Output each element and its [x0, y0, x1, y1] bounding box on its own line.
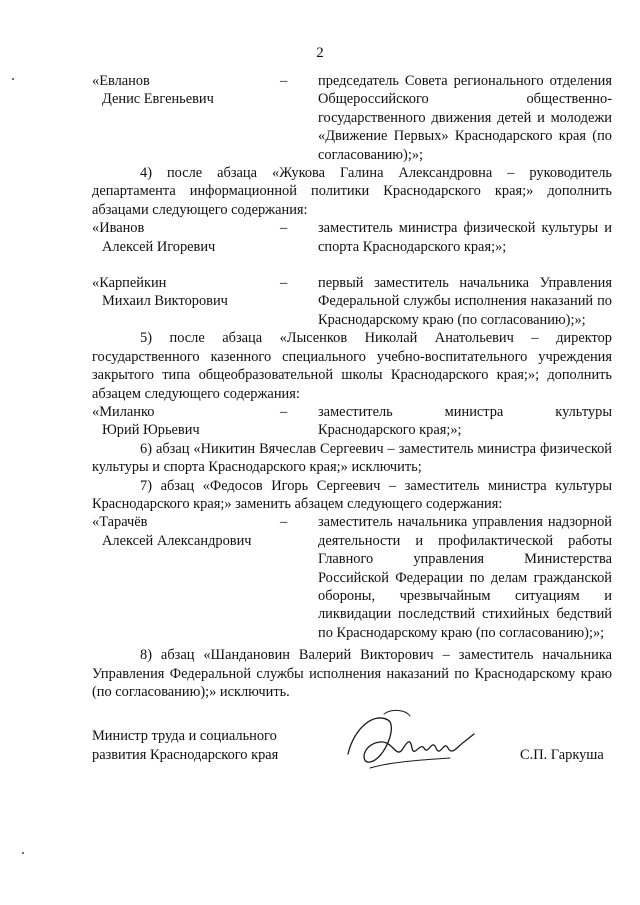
paragraph-7: 7) абзац «Федосов Игорь Сергеевич – заместитель министра культуры Краснодарского края;» заменить абзацем следующего содержания: — [92, 477, 612, 512]
entry-description: заместитель министра культуры Краснодарского края;»; — [318, 403, 612, 439]
document-body — [92, 72, 612, 701]
entry-description: заместитель начальника управления надзорной деятельности и профилактической работы Главного управления Министерства Российской Федерации по делам гражданской обороны, чрезвычайным ситуациям и ликвидации последствий стихийных бедствий по Краснодарскому краю (по согласованию);»; — [318, 514, 612, 641]
entry-surname: «Иванов — [92, 220, 145, 237]
entry-given-names: Михаил Викторович — [102, 293, 228, 310]
scan-speck — [12, 78, 14, 80]
entry-given-names: Юрий Юрьевич — [102, 422, 200, 439]
entry-dash: – — [280, 514, 288, 531]
entry-given-names: Алексей Александрович — [102, 532, 252, 549]
paragraph-8: 8) абзац «Шандановин Валерий Викторович – заместитель начальника Управления Федеральной службы исполнения наказаний по Краснодарскому краю (по согласованию);» исключить. — [92, 647, 612, 700]
paragraph-4: 4) после абзаца «Жукова Галина Александровна – руководитель департамента информационной политики Краснодарского края;» дополнить абзацами следующего содержания: — [92, 165, 612, 218]
entry-name — [92, 219, 280, 256]
signatory-position-line-2: развития Краснодарского края — [92, 747, 279, 763]
entry-surname: «Евланов — [92, 73, 150, 89]
paragraph-5: 5) после абзаца «Лысенков Николай Анатольевич – директор государственного казенного специального учебно-воспитательного учреждения закрытого типа общеобразовательной школы Краснодарского края;»; дополнить абзацем следующего содержания: — [92, 330, 612, 402]
signatory-position-line-1: Министр труда и социального — [92, 728, 277, 744]
entry-evanov — [92, 72, 612, 164]
entry-description: заместитель министра физической культуры и спорта Краснодарского края;»; — [318, 220, 612, 255]
paragraph-6: 6) абзац «Никитин Вячеслав Сергеевич – заместитель министра физической культуры и спорта Краснодарского края;» исключить; — [92, 440, 612, 476]
entry-karpeykin — [92, 274, 612, 329]
entry-tarachev — [92, 513, 612, 642]
entry-surname: «Тарачёв — [92, 514, 148, 531]
spacer — [92, 256, 612, 274]
signature-block — [92, 727, 612, 765]
entry-given-names: Денис Евгеньевич — [102, 91, 214, 108]
entry-name — [92, 274, 280, 329]
entry-dash: – — [280, 275, 288, 292]
entry-given-names: Алексей Игоревич — [102, 238, 216, 255]
entry-name — [92, 72, 280, 164]
entry-description: первый заместитель начальника Управления Федеральной службы исполнения наказаний по Краснодарскому краю (по согласованию);»; — [318, 275, 612, 328]
entry-name — [92, 513, 280, 642]
signatory-name: С.П. Гаркуша — [520, 747, 604, 763]
entry-dash: – — [280, 403, 288, 420]
entry-ivanov — [92, 219, 612, 256]
page-number: 2 — [316, 45, 324, 61]
entry-surname: «Карпейкин — [92, 275, 167, 292]
entry-name — [92, 403, 280, 440]
entry-milanko — [92, 403, 612, 440]
entry-dash: – — [280, 220, 288, 237]
entry-dash: – — [280, 73, 288, 89]
scan-speck — [22, 852, 24, 854]
entry-surname: «Миланко — [92, 403, 155, 420]
entry-description: председатель Совета регионального отделения Общероссийского общественно-государственного движения детей и молодежи «Движение Первых» Краснодарского края (по согласованию);»; — [318, 73, 612, 163]
